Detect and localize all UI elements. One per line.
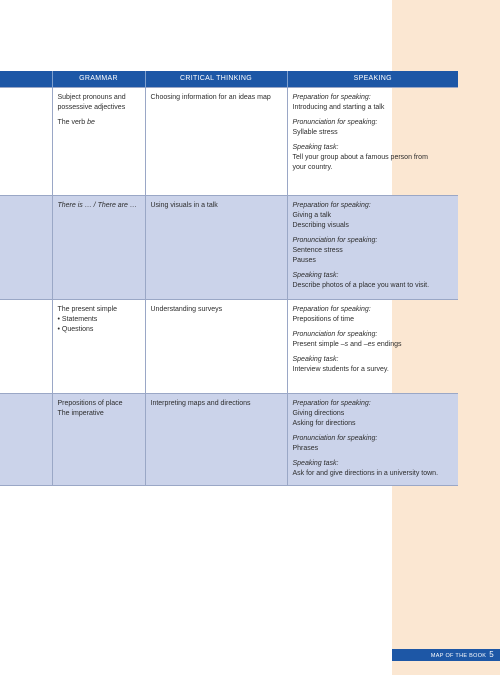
table-row [0,394,458,486]
speaking-text: Introducing and starting a talk [292,104,385,111]
speaking-line [293,271,455,281]
grammar-text: The verb [57,119,88,126]
speaking-text: Phrases [292,445,319,452]
speaking-line [293,153,455,163]
speaking-text: Speaking task: [292,144,339,151]
speaking-line [293,93,455,103]
table-row [0,196,458,300]
speaking-line [293,444,455,454]
grammar-line [58,399,141,409]
unit-cell [0,300,52,394]
speaking-text: Present simple [292,341,341,348]
grammar-cell [52,300,145,394]
speaking-line [293,399,455,409]
speaking-cell [287,196,458,300]
table-header-row [0,71,458,88]
unit-cell [0,88,52,196]
critical-thinking-cell [145,88,287,196]
speaking-cell [287,300,458,394]
speaking-line [293,419,455,429]
grammar-line [58,315,141,325]
speaking-text: Interview students for a survey. [292,366,389,373]
critical-thinking-line: Understanding surveys [150,306,223,313]
speaking-line [293,256,455,266]
grammar-text: • Statements [57,316,98,323]
grammar-line [58,118,141,128]
speaking-cell [287,88,458,196]
grammar-line [58,305,141,315]
speaking-line [293,469,455,479]
speaking-text: Sentence stress [292,247,343,254]
speaking-line [293,118,455,128]
grammar-text: possessive adjectives [57,104,126,111]
speaking-line [293,201,455,211]
speaking-text: Preparation for speaking: [292,202,371,209]
critical-thinking-cell [145,394,287,486]
speaking-line [293,281,455,291]
critical-thinking-line: Choosing information for an ideas map [150,94,271,101]
header-critical-thinking: CRITICAL THINKING [145,71,287,88]
speaking-line [293,340,455,350]
critical-thinking-cell [145,196,287,300]
speaking-text: your country. [292,164,333,171]
grammar-cell [52,196,145,300]
grammar-emphasis: be [87,119,95,126]
speaking-line [293,315,455,325]
speaking-line [293,409,455,419]
speaking-text: Pronunciation for speaking: [292,331,378,338]
speaking-line [293,355,455,365]
speaking-text: Speaking task: [292,460,339,467]
speaking-line [293,221,455,231]
header-speaking: SPEAKING [287,71,458,88]
speaking-text: Preparation for speaking: [292,306,371,313]
speaking-line [293,459,455,469]
grammar-line [58,409,141,419]
speaking-text: Pronunciation for speaking: [292,119,378,126]
grammar-cell [52,88,145,196]
speaking-text: and [348,341,364,348]
speaking-text: Asking for directions [292,420,356,427]
header-unit [0,71,52,88]
unit-cell [0,196,52,300]
speaking-text: Describing visuals [292,222,349,229]
critical-thinking-cell [145,300,287,394]
speaking-text: Preparation for speaking: [292,400,371,407]
speaking-text: Pronunciation for speaking: [292,237,378,244]
map-of-book-table [0,71,458,486]
speaking-text: Syllable stress [292,129,338,136]
speaking-text: Pauses [292,257,316,264]
grammar-line [58,103,141,113]
critical-thinking-line: Interpreting maps and directions [150,400,251,407]
speaking-line [293,163,455,173]
speaking-emphasis: –es [363,341,376,348]
critical-thinking-line: Using visuals in a talk [150,202,218,209]
grammar-text: Subject pronouns and [57,94,126,101]
speaking-text: Describe photos of a place you want to visit. [292,282,430,289]
speaking-text: Ask for and give directions in a university town. [292,470,439,477]
grammar-cell [52,394,145,486]
grammar-text: Prepositions of place [57,400,123,407]
grammar-line [58,93,141,103]
speaking-text: Giving directions [292,410,345,417]
unit-cell [0,394,52,486]
speaking-text: endings [375,341,402,348]
speaking-text: Giving a talk [292,212,332,219]
speaking-line [293,434,455,444]
speaking-line [293,365,455,375]
speaking-line [293,103,455,113]
speaking-line [293,143,455,153]
speaking-text: Speaking task: [292,356,339,363]
grammar-text: The present simple [57,306,118,313]
grammar-line [58,201,141,211]
table-row [0,300,458,394]
speaking-text: Pronunciation for speaking: [292,435,378,442]
speaking-line [293,305,455,315]
speaking-text: Tell your group about a famous person from [292,154,428,161]
speaking-line [293,236,455,246]
speaking-line [293,211,455,221]
speaking-line [293,128,455,138]
speaking-cell [287,394,458,486]
speaking-line [293,330,455,340]
grammar-text: • Questions [57,326,94,333]
speaking-text: Preparation for speaking: [292,94,371,101]
table-row [0,88,458,196]
speaking-emphasis: –s [340,341,349,348]
speaking-text: Prepositions of time [292,316,354,323]
page-number: 5 [489,650,494,659]
header-grammar: GRAMMAR [52,71,145,88]
grammar-text: There is … / There are … [57,202,137,209]
footer-label: MAP OF THE BOOK [430,653,487,659]
footer-page-tab [392,649,500,661]
grammar-text: The imperative [57,410,104,417]
grammar-line [58,325,141,335]
speaking-text: Speaking task: [292,272,339,279]
speaking-line [293,246,455,256]
